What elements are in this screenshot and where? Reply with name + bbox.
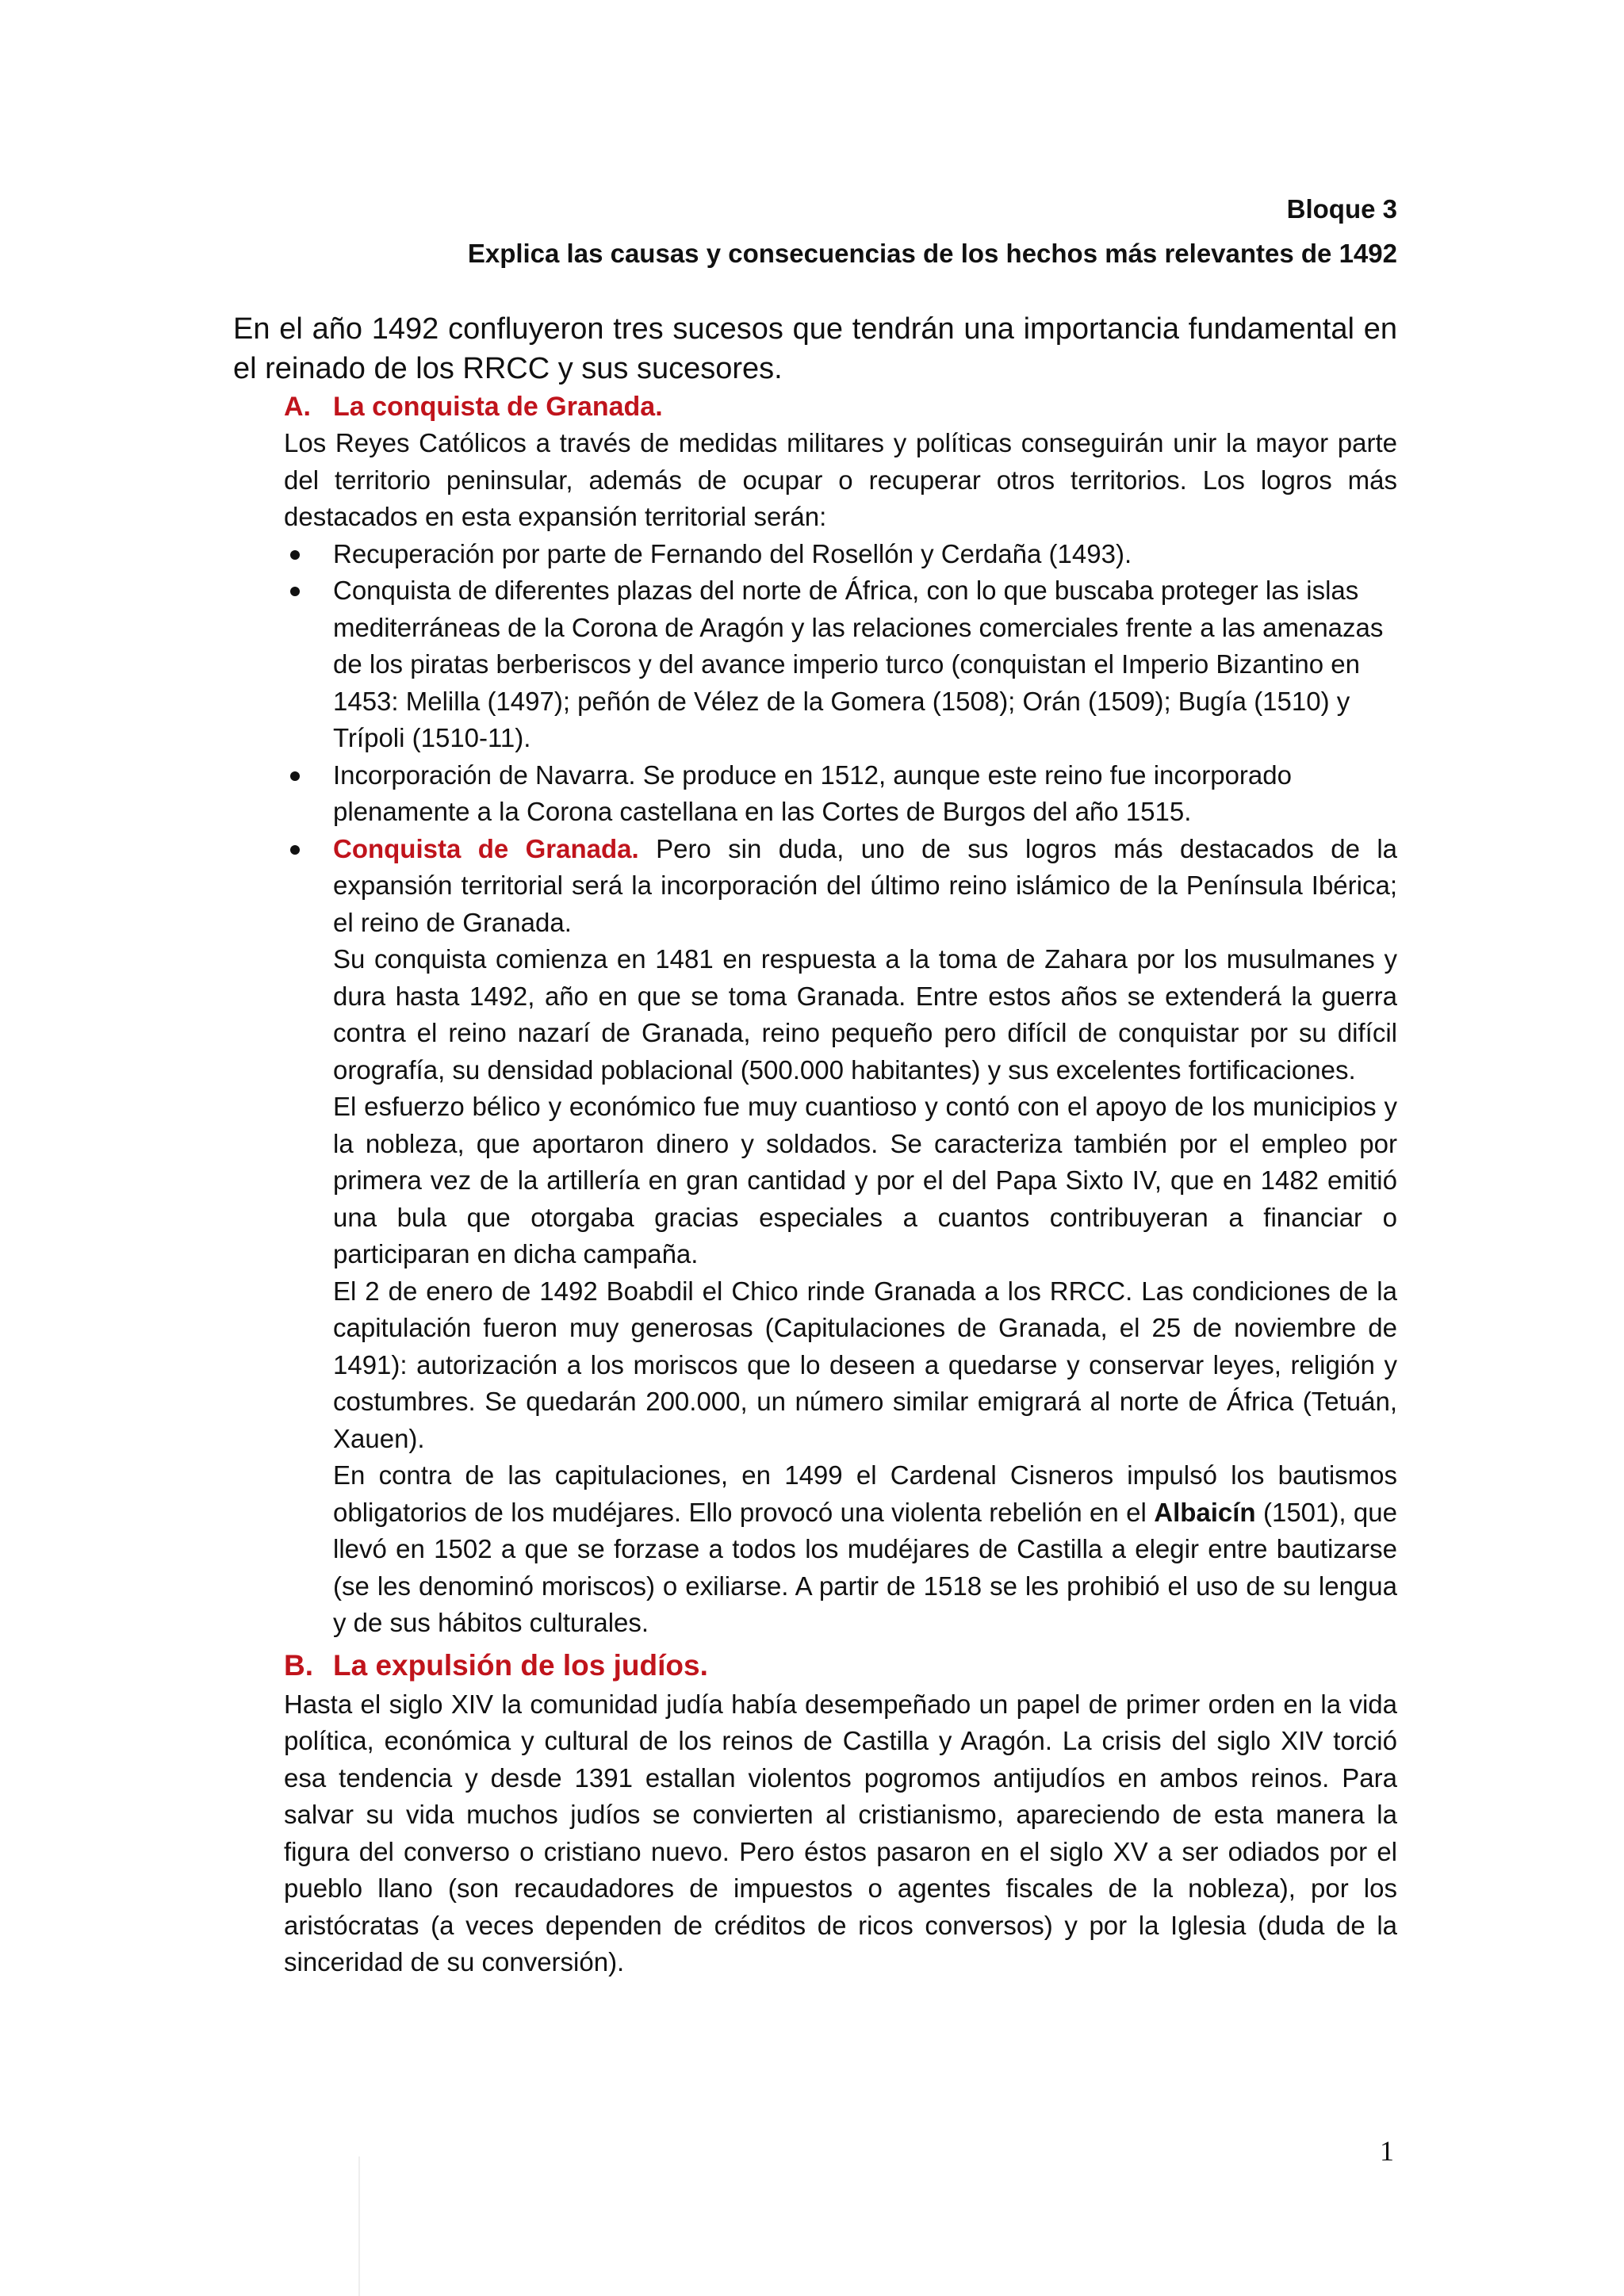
granada-paragraph: El esfuerzo bélico y económico fue muy cuantioso y contó con el apoyo de los municipios y la nobleza, que aportaron dinero y soldados. Se caracteriza también por el empleo por primera vez de la artillería en gran cantidad y por el del Papa Sixto IV, que en 1482 emitió una bula que otorgaba gracias especiales a cuantos contribuyeran a financiar o participaran en dicha campaña. xyxy=(333,1092,1397,1269)
list-item xyxy=(284,572,1397,757)
section-a-title: La conquista de Granada. xyxy=(333,392,663,422)
section-b-title: La expulsión de los judíos. xyxy=(333,1648,708,1682)
bullet-text: Recuperación por parte de Fernando del Rosellón y Cerdaña (1493). xyxy=(333,538,1132,568)
granada-lead: Conquista de Granada. xyxy=(333,833,639,863)
achievements-list xyxy=(284,536,1397,1642)
bullet-icon xyxy=(290,771,300,781)
albaicin-term: Albaicín xyxy=(1154,1497,1256,1527)
text-run: (1501), que llevó en 1502 a que se forzase a todos los mudéjares de Castilla a elegir entre bautizarse (se les denominó moriscos) o exiliarse. A partir de 1518 se les prohibió el uso de su lengua y de sus hábitos culturales. xyxy=(333,1497,1397,1637)
text-run: En contra de las capitulaciones, en 1499 el Cardenal Cisneros impulsó los bautismos obligatorios de los mudéjares. Ello provocó una violenta rebelión en el xyxy=(333,1460,1397,1527)
divider xyxy=(358,2156,360,2296)
list-item xyxy=(284,536,1397,573)
bullet-text: Conquista de diferentes plazas del norte de África, con lo que buscaba proteger las islas mediterráneas de la Corona de Aragón y las relaciones comerciales frente a las amenazas de los piratas berberiscos y del avance imperio turco (conquistan el Imperio Bizantino en 1453: Melilla (1497); peñón de Vélez de la Gomera (1508); Orán (1509); Bugía (1510) y Trípoli (1510-11). xyxy=(333,576,1384,752)
list-item-granada xyxy=(284,831,1397,1642)
page-title: Explica las causas y consecuencias de los hechos más relevantes de 1492 xyxy=(467,239,1397,268)
bullet-icon xyxy=(290,550,300,560)
list-item xyxy=(284,757,1397,831)
granada-paragraph: El 2 de enero de 1492 Boabdil el Chico rinde Granada a los RRCC. Las condiciones de la capitulación fueron muy generosas (Capitulaciones de Granada, el 25 de noviembre de 1491): autorización a los moriscos que lo deseen a quedarse y conservar leyes, religión y costumbres. Se quedarán 200.000, un número similar emigrará al norte de África (Tetuán, Xauen). xyxy=(333,1276,1397,1453)
block-label: Bloque 3 xyxy=(1286,194,1397,224)
intro-paragraph: En el año 1492 confluyeron tres sucesos que tendrán una importancia fundamental en el reinado de los RRCC y sus sucesores. xyxy=(233,312,1397,385)
page-content xyxy=(233,187,1397,1981)
section-b-letter: B. xyxy=(284,1648,313,1682)
bullet-icon xyxy=(290,845,300,855)
section-a-paragraph: Los Reyes Católicos a través de medidas militares y políticas conseguirán unir la mayor parte del territorio peninsular, además de ocupar o recuperar otros territorios. Los logros más destacados en esta expansión territorial serán: xyxy=(284,428,1397,531)
section-b-paragraph: Hasta el siglo XIV la comunidad judía había desempeñado un papel de primer orden en la vida política, económica y cultural de los reinos de Castilla y Aragón. La crisis del siglo XIV torció esa tendencia y desde 1391 estallan violentos pogromos antijudíos en ambos reinos. Para salvar su vida muchos judíos se convierten al cristianismo, apareciendo de esta manera la figura del converso o cristiano nuevo. Pero éstos pasaron en el siglo XV a ser odiados por el pueblo llano (son recaudadores de impuestos o agentes fiscales de la nobleza), por los aristócratas (a veces dependen de créditos de ricos conversos) y por la Iglesia (duda de la sinceridad de su conversión). xyxy=(284,1689,1397,1976)
section-a-letter: A. xyxy=(284,392,311,422)
section-b-heading xyxy=(284,1645,1397,1686)
granada-text: Pero sin duda, uno de sus logros más destacados de la expansión territorial será la incorporación del último reino islámico de la Península Ibérica; el reino de Granada. xyxy=(333,833,1398,937)
granada-paragraph: Su conquista comienza en 1481 en respuesta a la toma de Zahara por los musulmanes y dura hasta 1492, año en que se toma Granada. Entre estos años se extenderá la guerra contra el reino nazarí de Granada, reino pequeño pero difícil de conquistar por su difícil orografía, su densidad poblacional (500.000 habitantes) y sus excelentes fortificaciones. xyxy=(333,944,1397,1085)
page-number: 1 xyxy=(1380,2135,1394,2167)
page-header xyxy=(233,187,1397,276)
granada-paragraph-last xyxy=(333,1457,1397,1642)
bullet-text: Incorporación de Navarra. Se produce en 1512, aunque este reino fue incorporado plenamente a la Corona castellana en las Cortes de Burgos del año 1515. xyxy=(333,760,1292,826)
bullet-icon xyxy=(290,587,300,596)
section-a xyxy=(284,388,1397,1981)
section-a-heading xyxy=(284,388,1397,425)
